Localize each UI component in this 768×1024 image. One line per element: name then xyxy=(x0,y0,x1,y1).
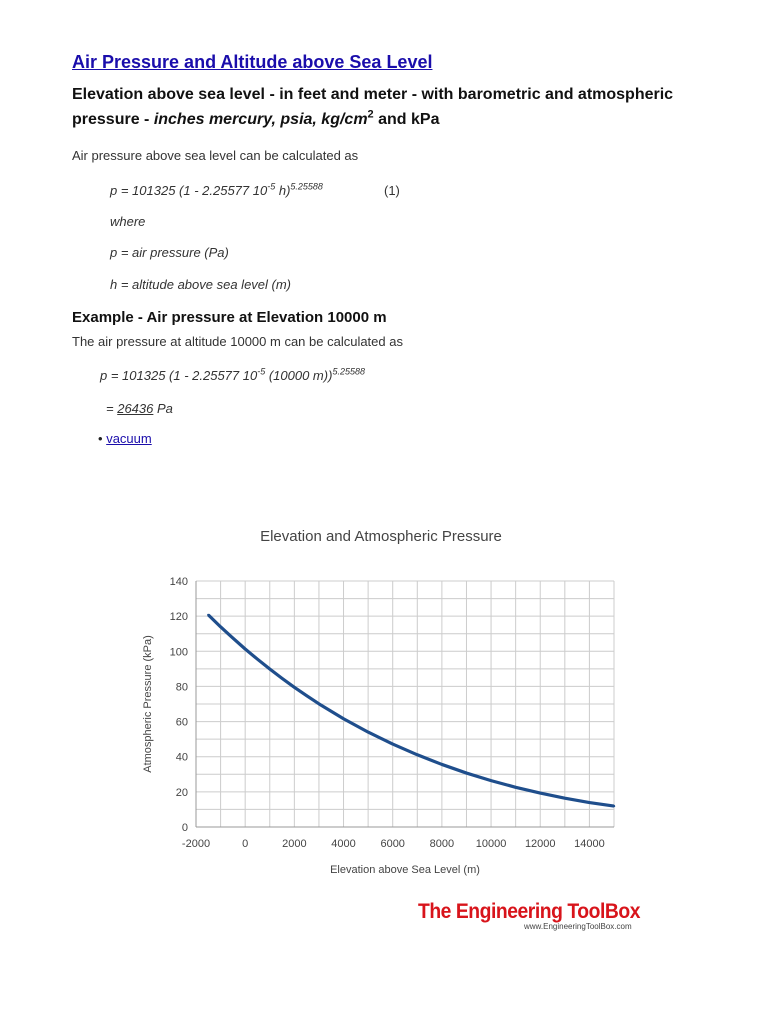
page-subtitle xyxy=(72,82,702,132)
content xyxy=(72,50,702,132)
subtitle-line1: Elevation above sea level - in feet and meter - with barometric and atmospheric xyxy=(72,86,674,103)
x-tick-label: 4000 xyxy=(331,838,356,850)
example-result xyxy=(106,400,173,418)
vacuum-link[interactable]: vacuum xyxy=(106,431,152,446)
data-point xyxy=(342,718,344,720)
y-tick-label: 0 xyxy=(181,822,188,834)
y-tick-label: 100 xyxy=(169,646,188,659)
data-point xyxy=(539,792,541,794)
formula-exp2: 5.25588 xyxy=(290,181,323,192)
data-point xyxy=(490,779,492,781)
data-point xyxy=(305,695,307,697)
example-formula xyxy=(100,367,365,385)
intro-text: Air pressure above sea level can be calculated as xyxy=(72,148,359,163)
formula-p-definition: p = air pressure (Pa) xyxy=(110,245,229,260)
x-axis-label: Elevation above Sea Level (m) xyxy=(330,864,480,876)
formula-h-definition: h = altitude above sea level (m) xyxy=(110,277,292,292)
formula-line xyxy=(110,182,323,200)
logo-url: www.EngineeringToolBox.com xyxy=(524,922,632,931)
formula-exp1: -5 xyxy=(267,181,276,192)
x-tick-label: -2000 xyxy=(181,838,211,850)
example-heading: Example - Air pressure at Elevation 10000 m xyxy=(72,309,387,326)
data-point xyxy=(232,637,234,639)
related-links-list xyxy=(98,431,152,446)
formula-part-b: h) xyxy=(275,183,291,198)
y-tick-label: 40 xyxy=(175,751,188,764)
subtitle-line2-a: pressure - xyxy=(72,111,154,128)
example-exp1: -5 xyxy=(257,366,266,377)
data-point xyxy=(367,731,369,733)
example-part-b: (10000 m)) xyxy=(265,368,333,383)
formula-where: where xyxy=(110,214,146,229)
chart-grid xyxy=(196,581,614,827)
example-result-unit: Pa xyxy=(153,401,173,416)
example-result-value: 26436 xyxy=(117,401,154,416)
subtitle-sup: 2 xyxy=(367,108,374,121)
data-point xyxy=(441,763,443,765)
logo-name: The Engineering ToolBox xyxy=(418,900,640,923)
data-point xyxy=(514,786,516,788)
data-point xyxy=(219,626,221,628)
x-tick-label: 8000 xyxy=(429,838,455,850)
data-point xyxy=(465,772,467,774)
series-points xyxy=(207,614,615,808)
data-point xyxy=(244,648,246,650)
x-tick-label: 2000 xyxy=(282,838,307,850)
chart-title: Elevation and Atmospheric Pressure xyxy=(260,528,502,545)
y-tick-label: 20 xyxy=(175,786,188,799)
x-tick-label: 12000 xyxy=(524,838,556,850)
x-tick-label: 6000 xyxy=(380,838,405,850)
example-part-a: p = 101325 (1 - 2.25577 10 xyxy=(100,368,258,383)
equation-number: (1) xyxy=(384,183,400,198)
y-tick-label: 140 xyxy=(169,576,188,588)
data-point xyxy=(564,797,566,799)
page-title[interactable]: Air Pressure and Altitude above Sea Level xyxy=(72,52,433,72)
y-axis-label: Atmospheric Pressure (kPa) xyxy=(142,635,154,773)
data-point xyxy=(207,614,209,616)
engineering-toolbox-logo xyxy=(418,900,678,931)
y-tick-label: 80 xyxy=(175,681,188,694)
subtitle-line2-b: and kPa xyxy=(373,111,440,128)
example-exp2: 5.25588 xyxy=(332,366,365,377)
x-tick-label: 14000 xyxy=(574,838,605,850)
x-tick-label: 10000 xyxy=(475,838,507,850)
data-point xyxy=(269,668,271,670)
subtitle-line2-italic: inches mercury, psia, kg/cm xyxy=(153,111,368,128)
chart-tick-labels xyxy=(170,576,605,850)
data-point xyxy=(293,686,295,688)
example-result-prefix: = xyxy=(106,401,118,416)
data-point xyxy=(392,743,394,745)
data-point xyxy=(281,677,283,679)
example-intro: The air pressure at altitude 10000 m can be calculated as xyxy=(72,334,403,349)
data-point xyxy=(416,754,418,756)
data-point xyxy=(256,658,258,660)
data-point xyxy=(588,801,590,803)
x-tick-label: 0 xyxy=(242,838,249,850)
y-tick-label: 60 xyxy=(175,716,188,729)
series-line xyxy=(208,615,614,806)
chart-svg xyxy=(79,478,683,948)
bullet-dot-icon: • xyxy=(98,431,103,446)
y-tick-label: 120 xyxy=(169,611,188,624)
chart-container xyxy=(79,478,683,948)
data-point xyxy=(318,703,320,705)
formula-part-a: p = 101325 (1 - 2.25577 10 xyxy=(110,183,268,198)
data-point xyxy=(613,805,615,807)
